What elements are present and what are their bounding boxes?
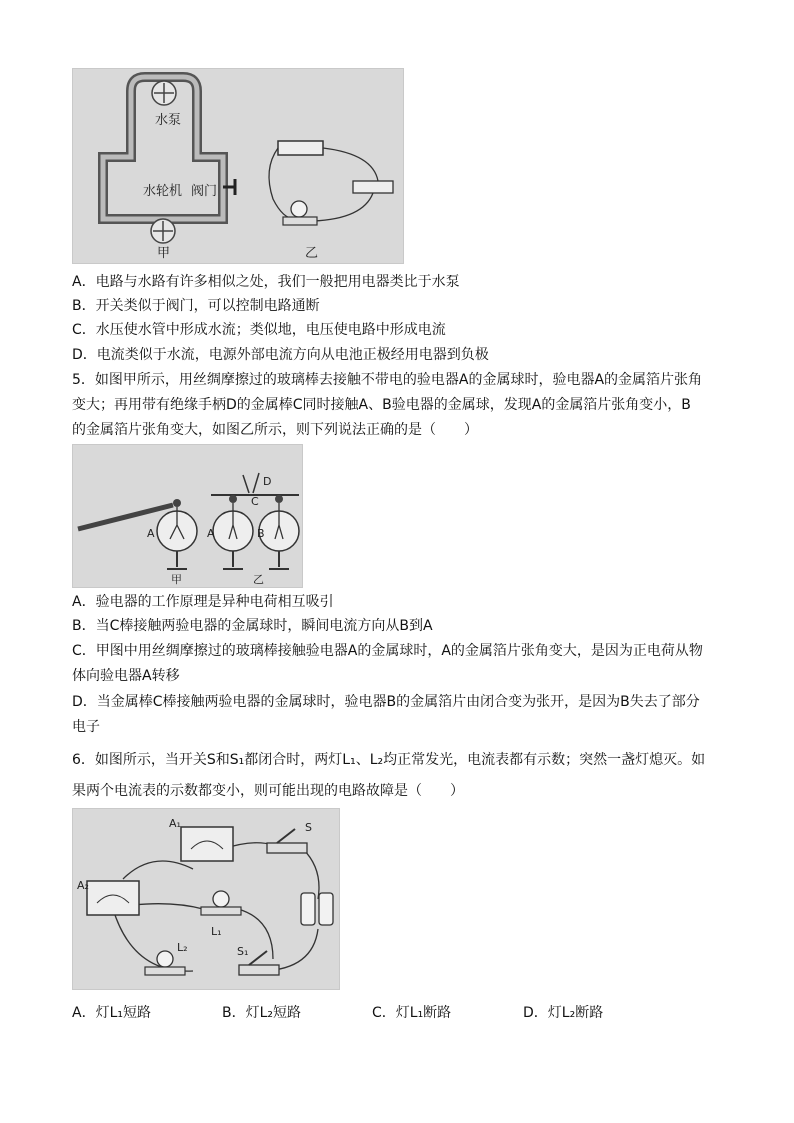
ammeter-circuit-drawing (73, 809, 339, 989)
q4-option-b: B．开关类似于阀门，可以控制电路通断 (72, 298, 320, 314)
electroscope-b-ball (275, 495, 283, 503)
lamp-l2-icon (157, 951, 173, 967)
q4-option-c: C．水压使水管中形成水流；类似地，电压使电路中形成电流 (72, 322, 446, 338)
q5-option-d-line1: D．当金属棒C棒接触两验电器的金属球时，验电器B的金属箔片由闭合变为张开，是因为B失去了部分 (72, 694, 700, 710)
electroscope-a-ball (173, 499, 181, 507)
fig2-label-b: B (257, 527, 265, 540)
fig3-label-l2: L₂ (177, 941, 188, 954)
fig2-label-a-yi: A (207, 527, 215, 540)
q5-stem-line2: 变大；再用带有绝缘手柄D的金属棒C同时接触A、B验电器的金属球，发现A的金属箔片张角变小，B (72, 397, 691, 413)
q6-option-b: B．灯L₂短路 (222, 1005, 302, 1021)
fig2-label-jia: 甲 (171, 573, 182, 586)
switch-s-icon (267, 843, 307, 853)
fig3-label-a2: A₂ (77, 879, 89, 892)
q5-option-c-line1: C．甲图中用丝绸摩擦过的玻璃棒接触验电器A的金属球时，A的金属箔片张角变大，是因为正电荷从物 (72, 643, 703, 659)
lamp-l1-icon (213, 891, 229, 907)
fig2-label-yi: 乙 (253, 573, 264, 586)
lamp-l1-base-icon (201, 907, 241, 915)
q5-option-b: B．当C棒接触两验电器的金属球时，瞬间电流方向从B到A (72, 618, 433, 634)
q6-option-c: C．灯L₁断路 (372, 1005, 452, 1021)
figure-ammeter-circuit (72, 808, 340, 990)
fig3-label-s: S (305, 821, 312, 834)
ammeter-a1-icon (181, 827, 233, 861)
figure-label-jia: 甲 (157, 246, 171, 261)
electroscope-a-stand (167, 551, 187, 569)
switch-s1-icon (239, 965, 279, 975)
switch-icon (353, 181, 393, 193)
circuit-wire-2 (313, 193, 373, 221)
bulb-base-icon (283, 217, 317, 225)
electroscope-a2-ball (229, 495, 237, 503)
q5-option-d-line2: 电子 (72, 719, 100, 735)
q5-option-c-line2: 体向验电器A转移 (72, 668, 180, 684)
q5-option-a: A．验电器的工作原理是异种电荷相互吸引 (72, 594, 334, 610)
battery-cell-2-icon (319, 893, 333, 925)
q4-option-a: A．电路与水路有许多相似之处，我们一般把用电器类比于水泵 (72, 274, 460, 290)
turbine-label: 水轮机 (143, 184, 183, 199)
figure-water-circuit-analogy (72, 68, 404, 264)
water-circuit-drawing (73, 69, 403, 263)
bulb-icon (291, 201, 307, 217)
electroscope-drawing (73, 445, 302, 587)
q6-stem-line1: 6．如图所示，当开关S和S₁都闭合时，两灯L₁、L₂均正常发光，电流表都有示数；突然一盏灯熄灭。如 (72, 752, 706, 768)
fig2-label-c: C (251, 495, 259, 508)
electroscope-a2-stand (223, 551, 243, 569)
valve-label: 阀门 (191, 184, 218, 199)
q6-stem-line2: 果两个电流表的示数都变小，则可能出现的电路故障是（ ） (72, 783, 464, 799)
electroscope-b-stand (269, 551, 289, 569)
ammeter-a2-icon (87, 881, 139, 915)
switch-s1-lever-icon (249, 951, 267, 965)
switch-s-lever-icon (277, 829, 295, 843)
q4-option-d: D．电流类似于水流，电源外部电流方向从电池正极经用电器到负极 (72, 347, 489, 363)
q5-stem-line3: 的金属箔片张角变大，如图乙所示，则下列说法正确的是（ ） (72, 422, 478, 438)
fig3-label-s1: S₁ (237, 945, 249, 958)
fig2-label-a-jia: A (147, 527, 155, 540)
lamp-l2-base-icon (145, 967, 185, 975)
pump-label: 水泵 (155, 113, 182, 128)
insulated-handle-d (243, 473, 259, 493)
q6-option-a: A．灯L₁短路 (72, 1005, 151, 1021)
figure-label-yi: 乙 (305, 246, 319, 261)
fig2-label-d: D (263, 475, 272, 488)
q5-stem-line1: 5．如图甲所示，用丝绸摩擦过的玻璃棒去接触不带电的验电器A的金属球时，验电器A的金属箔片张角 (72, 372, 703, 388)
fig3-label-a1: A₁ (169, 817, 181, 830)
battery-icon (278, 141, 323, 155)
fig3-label-l1: L₁ (211, 925, 222, 938)
battery-cell-1-icon (301, 893, 315, 925)
q6-option-d: D．灯L₂断路 (523, 1005, 604, 1021)
figure-electroscopes (72, 444, 303, 588)
